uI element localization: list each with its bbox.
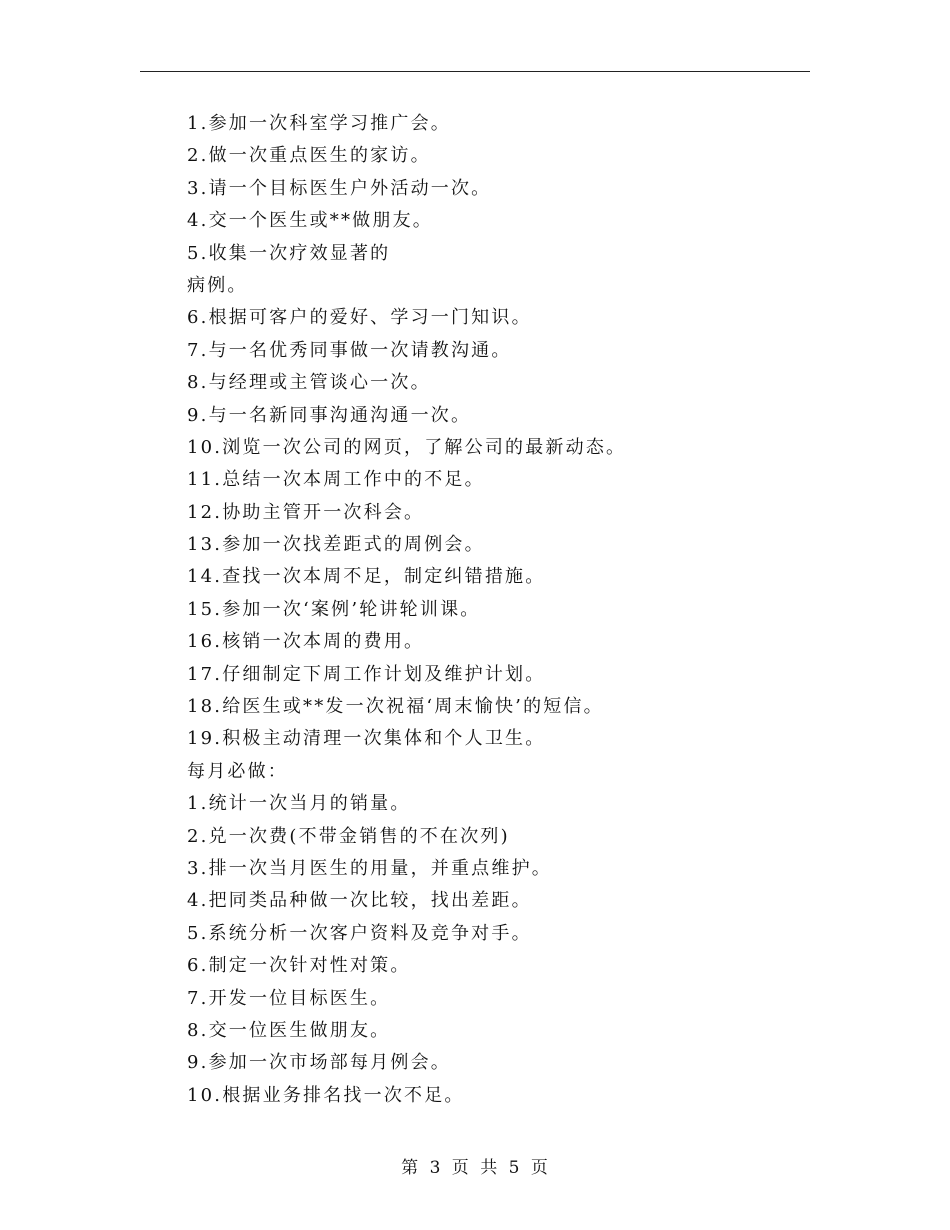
list-item: 13.参加一次找差距式的周例会。 [187, 534, 485, 556]
list-item: 7.开发一位目标医生。 [187, 987, 391, 1009]
page-number-footer: 第 3 页 共 5 页 [401, 1158, 549, 1178]
header-rule [140, 71, 810, 72]
list-item: 3.请一个目标医生户外活动一次。 [187, 177, 492, 199]
list-item: 18.给医生或**发一次祝福‘周末愉快’的短信。 [187, 696, 604, 718]
list-item: 11.总结一次本周工作中的不足。 [187, 469, 485, 491]
list-item: 6.根据可客户的爱好、学习一门知识。 [187, 307, 532, 329]
list-item: 3.排一次当月医生的用量，并重点维护。 [187, 857, 552, 879]
list-item: 10.浏览一次公司的网页，了解公司的最新动态。 [187, 436, 627, 458]
list-item: 8.与经理或主管谈心一次。 [187, 372, 431, 394]
list-item: 8.交一位医生做朋友。 [187, 1019, 391, 1041]
list-item: 17.仔细制定下周工作计划及维护计划。 [187, 663, 546, 685]
list-item: 9.参加一次市场部每月例会。 [187, 1052, 451, 1074]
list-item: 9.与一名新同事沟通沟通一次。 [187, 404, 472, 426]
list-item: 15.参加一次‘案例’轮讲轮训课。 [187, 598, 481, 620]
list-item: 1.参加一次科室学习推广会。 [187, 113, 451, 134]
list-item: 7.与一名优秀同事做一次请教沟通。 [187, 339, 512, 361]
list-item: 12.协助主管开一次科会。 [187, 501, 425, 523]
section-heading: 每月必做： [187, 760, 288, 782]
list-item-continuation: 病例。 [187, 274, 248, 296]
list-item: 5.系统分析一次客户资料及竞争对手。 [187, 922, 532, 944]
list-item: 1.统计一次当月的销量。 [187, 793, 411, 815]
list-item: 14.查找一次本周不足，制定纠错措施。 [187, 566, 546, 588]
list-item: 2.做一次重点医生的家访。 [187, 145, 431, 167]
list-item: 4.把同类品种做一次比较，找出差距。 [187, 890, 532, 912]
list-item: 2.兑一次费(不带金销售的不在次列) [187, 825, 510, 847]
list-item: 19.积极主动清理一次集体和个人卫生。 [187, 728, 546, 750]
document-body [187, 108, 787, 1112]
list-item: 10.根据业务排名找一次不足。 [187, 1084, 465, 1106]
list-item: 16.核销一次本周的费用。 [187, 631, 425, 653]
list-item: 6.制定一次针对性对策。 [187, 955, 411, 977]
list-item: 5.收集一次疗效显著的 [187, 242, 391, 264]
list-item: 4.交一个医生或**做朋友。 [187, 210, 433, 232]
